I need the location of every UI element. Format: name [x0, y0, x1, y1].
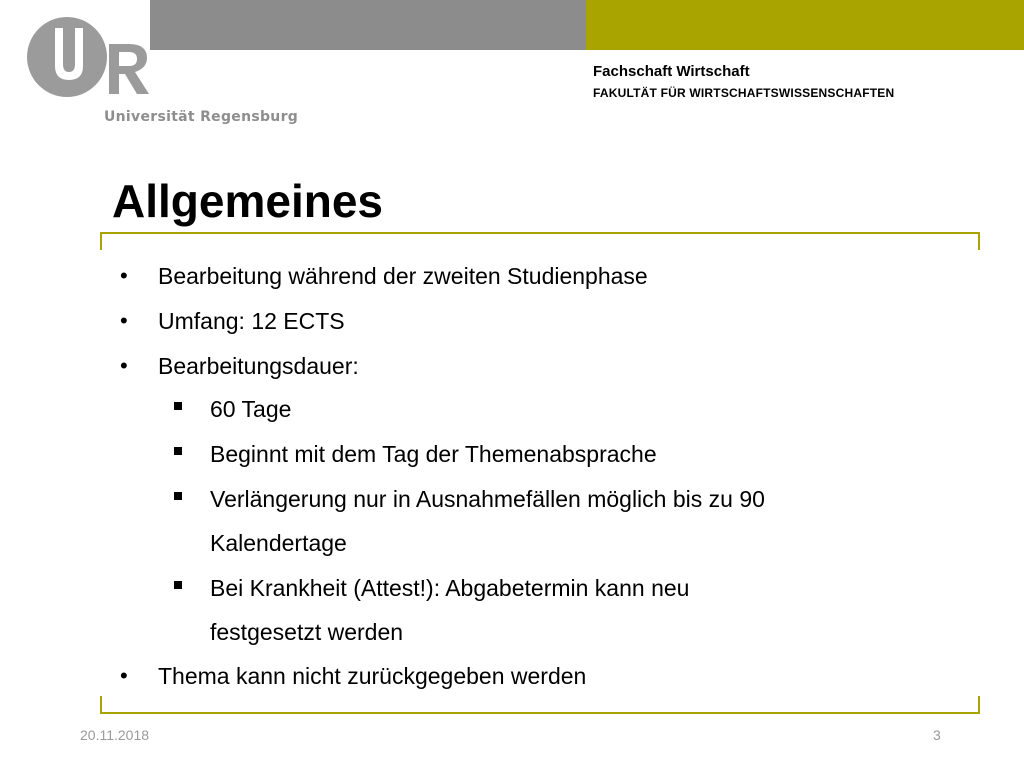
faculty-block [593, 62, 894, 104]
sub-bullet-item-line2: Kalendertage [210, 530, 347, 556]
frame-corner-bottom-right [978, 696, 980, 714]
sub-bullet-item: Beginnt mit dem Tag der Themenabsprache [210, 441, 657, 467]
bullet-item: Bearbeitungsdauer: [158, 353, 359, 379]
bullet-square-icon [174, 447, 182, 455]
sub-bullet-item-line2: festgesetzt werden [210, 619, 404, 645]
bullet-square-icon [174, 492, 182, 500]
sub-bullet-item-line1: Verlängerung nur in Ausnahmefällen möglich bis zu 90 [210, 486, 765, 512]
bullet-dot-icon: • [120, 263, 128, 288]
footer-date: 20.11.2018 [80, 727, 150, 743]
bullet-dot-icon: • [120, 308, 128, 333]
sub-bullet-item-line1: Bei Krankheit (Attest!): Abgabetermin kann neu [210, 575, 690, 601]
bullet-item: Umfang: 12 ECTS [158, 308, 345, 334]
content-frame-top [100, 232, 980, 234]
content-frame-bottom [100, 712, 980, 714]
bullet-square-icon [174, 402, 182, 410]
slide-title: Allgemeines [112, 175, 383, 227]
bullet-dot-icon: • [120, 353, 128, 378]
bullet-square-icon [174, 581, 182, 589]
department-name: Fachschaft Wirtschaft [593, 63, 750, 80]
frame-corner-bottom-left [100, 696, 102, 714]
bullet-item: Bearbeitung während der zweiten Studienphase [158, 263, 648, 289]
bullet-item: Thema kann nicht zurückgegeben werden [158, 663, 587, 689]
frame-corner-top-left [100, 232, 102, 250]
header-gray-bar [150, 0, 586, 50]
frame-corner-top-right [978, 232, 980, 250]
faculty-name: FAKULTÄT FÜR WIRTSCHAFTSWISSENSCHAFTEN [593, 86, 895, 100]
university-name: Universität Regensburg [104, 109, 299, 125]
bullet-dot-icon: • [120, 663, 128, 688]
university-logo [25, 14, 155, 100]
sub-bullet-item: 60 Tage [210, 396, 292, 422]
page-number: 3 [933, 727, 941, 743]
header-olive-bar [586, 0, 1024, 50]
